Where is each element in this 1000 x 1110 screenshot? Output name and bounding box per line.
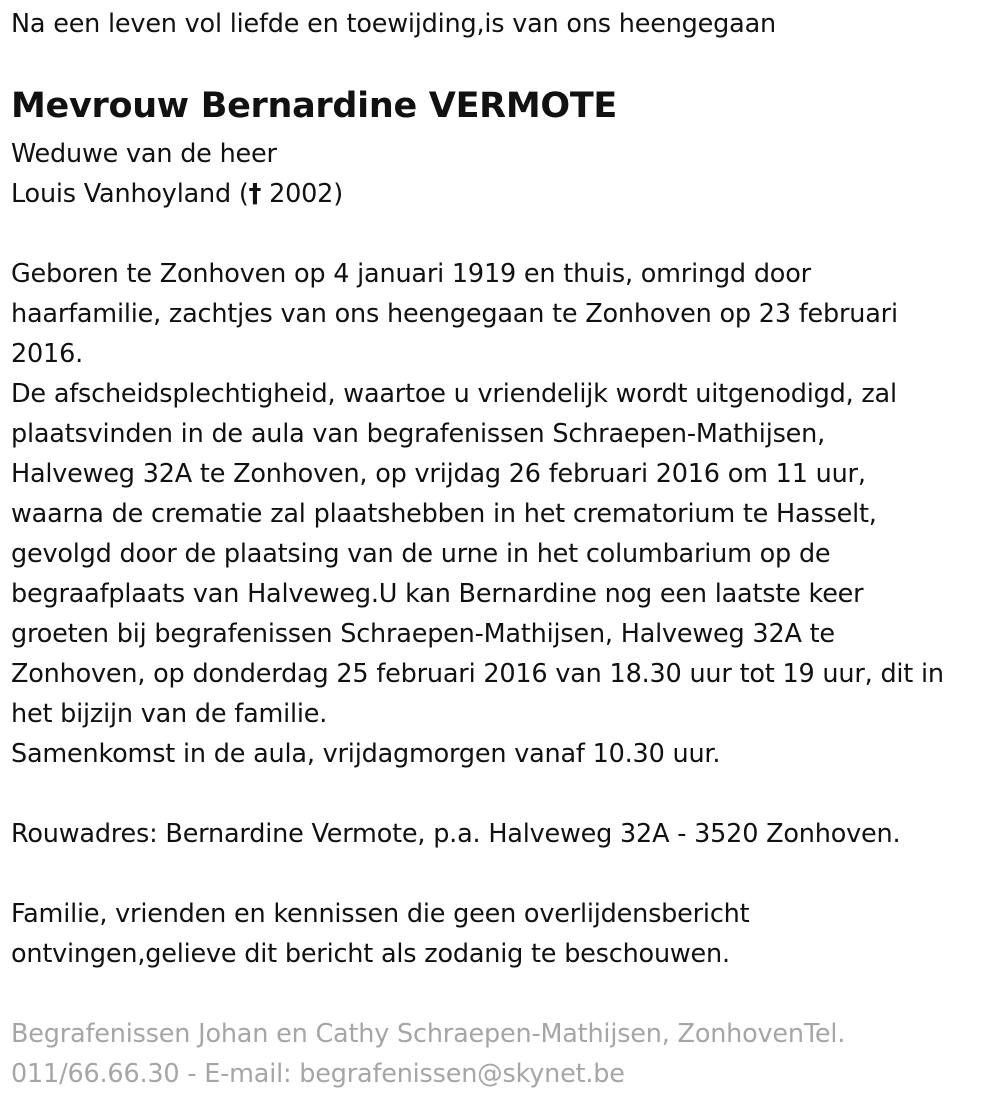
- spouse-name: Louis Vanhoyland (: [11, 179, 249, 209]
- closing-line: ontvingen,gelieve dit bericht als zodanig te beschouwen.: [11, 939, 730, 969]
- cross-icon: †: [248, 179, 262, 209]
- body-line: Geboren te Zonhoven op 4 januari 1919 en thuis, omringd door: [11, 259, 811, 289]
- address-line: Rouwadres: Bernardine Vermote, p.a. Halveweg 32A - 3520 Zonhoven.: [11, 819, 901, 849]
- closing-line: Familie, vrienden en kennissen die geen overlijdensbericht: [11, 899, 750, 929]
- spouse-block: [11, 134, 343, 214]
- body-line: 2016.: [11, 339, 84, 369]
- body-line: Samenkomst in de aula, vrijdagmorgen vanaf 10.30 uur.: [11, 739, 721, 769]
- body-line: groeten bij begrafenissen Schraepen-Mathijsen, Halveweg 32A te: [11, 619, 835, 649]
- mourning-address: [11, 814, 900, 854]
- body-line: het bijzijn van de familie.: [11, 699, 328, 729]
- spouse-line-2: [11, 174, 343, 214]
- body-line: haarfamilie, zachtjes van ons heengegaan te Zonhoven op 23 februari: [11, 299, 898, 329]
- spouse-line-1: Weduwe van de heer: [11, 139, 277, 169]
- body-line: De afscheidsplechtigheid, waartoe u vriendelijk wordt uitgenodigd, zal: [11, 379, 897, 409]
- body-line: plaatsvinden in de aula van begrafenissen Schraepen-Mathijsen,: [11, 419, 826, 449]
- footer-line: 011/66.66.30 - E-mail: begrafenissen@skynet.be: [11, 1059, 625, 1089]
- body-line: Halveweg 32A te Zonhoven, op vrijdag 26 februari 2016 om 11 uur,: [11, 459, 866, 489]
- funeral-home-footer: [11, 1014, 845, 1094]
- closing-notice: [11, 894, 749, 974]
- deceased-name: Mevrouw Bernardine VERMOTE: [11, 86, 617, 126]
- body-line: gevolgd door de plaatsing van de urne in het columbarium op de: [11, 539, 831, 569]
- body-line: Zonhoven, op donderdag 25 februari 2016 van 18.30 uur tot 19 uur, dit in: [11, 659, 944, 689]
- spouse-death-year: 2002): [261, 179, 343, 209]
- body-line: waarna de crematie zal plaatshebben in het crematorium te Hasselt,: [11, 499, 877, 529]
- intro-text: Na een leven vol liefde en toewijding,is van ons heengegaan: [11, 9, 776, 39]
- footer-line: Begrafenissen Johan en Cathy Schraepen-Mathijsen, ZonhovenTel.: [11, 1019, 846, 1049]
- body-text: [11, 254, 944, 774]
- body-line: begraafplaats van Halveweg.U kan Bernardine nog een laatste keer: [11, 579, 864, 609]
